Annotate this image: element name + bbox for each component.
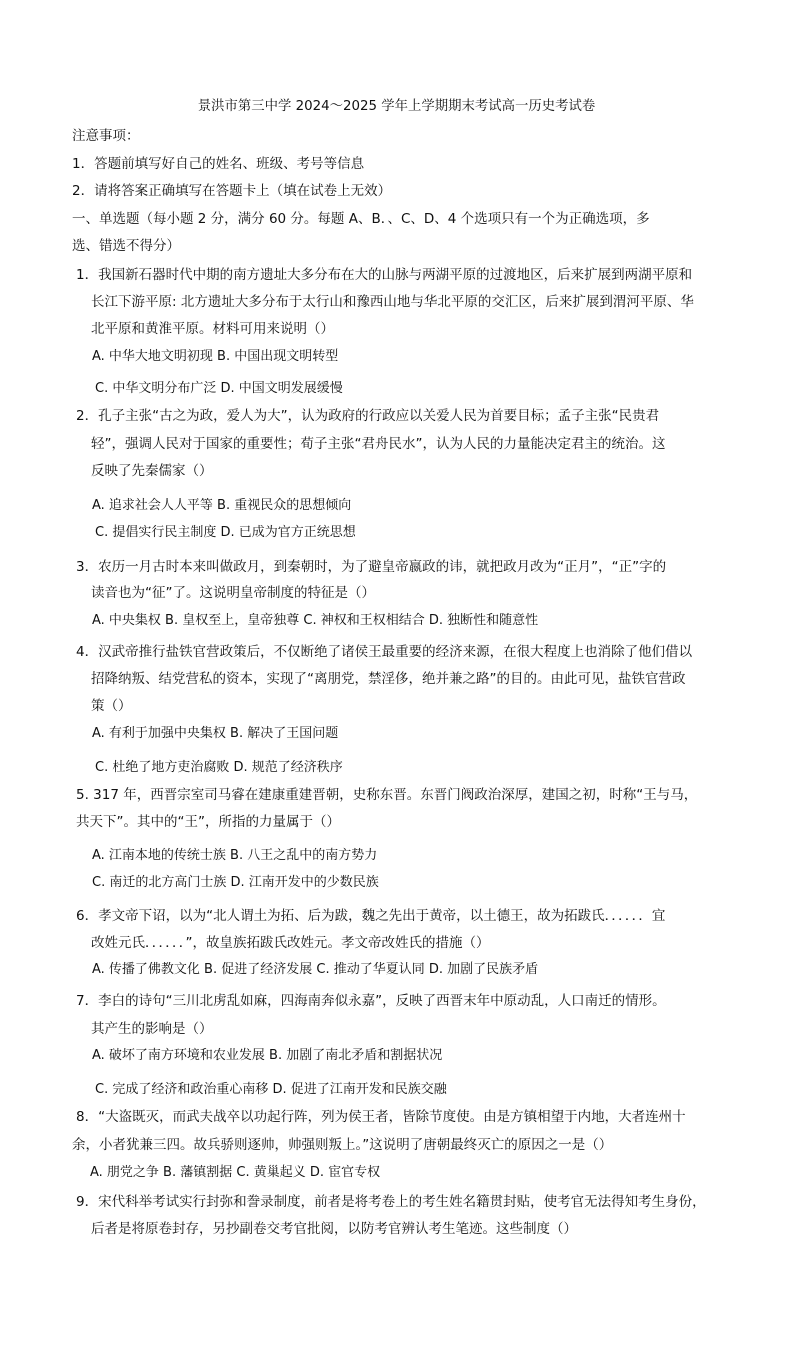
question-7-stem: 其产生的影响是（） <box>91 1021 213 1037</box>
section-heading: 一、单选题（每小题 2 分，满分 60 分。每题 A、B．、C、D、4 个选项只有一个为正确选项，多 <box>72 211 650 227</box>
question-4-stem: 4．汉武帝推行盐铁官营政策后，不仅断绝了诸侯王最重要的经济来源，在很大程度上也消除了他们借以 <box>76 644 693 660</box>
question-5-options: A. 江南本地的传统士族 B. 八王之乱中的南方势力 <box>92 848 378 863</box>
question-1-stem: 北平原和黄淮平原。材料可用来说明（） <box>91 321 334 337</box>
question-6-stem: 改姓元氏．．．．．．”，故皇族拓跋氏改姓元。孝文帝改姓氏的措施（） <box>91 935 490 951</box>
question-5-stem: 5. 317 年，西晋宗室司马睿在建康重建晋朝，史称东晋。东晋门阀政治深厚，建国之初，时称“王与马， <box>76 787 698 803</box>
question-8-stem: 余，小者犹兼三四。故兵骄则逐帅，帅强则叛上。”这说明了唐朝最终灭亡的原因之一是（） <box>72 1137 613 1153</box>
question-5-options: C. 南迁的北方高门士族 D. 江南开发中的少数民族 <box>92 875 379 890</box>
question-2-stem: 轻”，强调人民对于国家的重要性；荀子主张“君舟民水”，认为人民的力量能决定君主的统治。这 <box>91 436 666 452</box>
question-8-options: A. 朋党之争 B. 藩镇割据 C. 黄巢起义 D. 宦官专权 <box>90 1165 381 1180</box>
question-8-stem: 8．“大盗既灭，而武夫战卒以功起行阵，列为侯王者，皆除节度使。由是方镇相望于内地，大者连州十 <box>76 1109 686 1125</box>
question-2-stem: 反映了先秦儒家（） <box>91 463 213 479</box>
question-3-stem: 3．农历一月古时本来叫做政月，到秦朝时，为了避皇帝嬴政的讳，就把政月改为“正月”，“正”字的 <box>76 559 667 575</box>
question-6-options: A. 传播了佛教文化 B. 促进了经济发展 C. 推动了华夏认同 D. 加剧了民族矛盾 <box>92 962 539 977</box>
question-4-options: C. 杜绝了地方吏治腐败 D. 规范了经济秩序 <box>95 760 343 775</box>
question-3-options: A. 中央集权 B. 皇权至上，皇帝独尊 C. 神权和王权相结合 D. 独断性和随意性 <box>92 613 539 628</box>
notice-heading: 注意事项： <box>72 128 140 144</box>
notice-line: 1．答题前填写好自己的姓名、班级、考号等信息 <box>72 156 365 172</box>
section-heading-continued: 选、错选不得分） <box>72 238 180 254</box>
question-1-options: C. 中华文明分布广泛 D. 中国文明发展缓慢 <box>95 381 343 396</box>
question-4-options: A. 有利于加强中央集权 B. 解决了王国问题 <box>92 726 339 741</box>
question-6-stem: 6．孝文帝下诏，以为“北人谓土为拓、后为跋，魏之先出于黄帝，以土德王，故为拓跋氏．．．．．．宜 <box>76 908 666 924</box>
exam-title: 景洪市第三中学 2024～2025 学年上学期期末考试高一历史考试卷 <box>197 99 596 114</box>
question-2-options: A. 追求社会人人平等 B. 重视民众的思想倾向 <box>92 498 352 513</box>
question-4-stem: 招降纳叛、结党营私的资本，实现了“离朋党，禁淫侈，绝并兼之路”的目的。由此可见，盐铁官营政 <box>91 671 686 687</box>
question-9-stem: 9．宋代科举考试实行封弥和誊录制度，前者是将考卷上的考生姓名籍贯封贴，使考官无法得知考生身份， <box>76 1194 706 1210</box>
question-7-options: A. 破坏了南方环境和农业发展 B. 加剧了南北矛盾和割据状况 <box>92 1048 443 1063</box>
question-9-stem: 后者是将原卷封存，另抄副卷交考官批阅，以防考官辨认考生笔迹。这些制度（） <box>91 1221 577 1237</box>
question-1-options: A. 中华大地文明初现 B. 中国出现文明转型 <box>92 349 339 364</box>
question-1-stem: 长江下游平原: 北方遗址大多分布于太行山和豫西山地与华北平原的交汇区，后来扩展到渭河平原、华 <box>91 294 694 310</box>
question-7-stem: 7．李白的诗句“三川北虏乱如麻，四海南奔似永嘉”，反映了西晋末年中原动乱，人口南迁的情形。 <box>76 993 666 1009</box>
question-7-options: C. 完成了经济和政治重心南移 D. 促进了江南开发和民族交融 <box>95 1082 447 1097</box>
question-2-stem: 2．孔子主张“古之为政，爱人为大”，认为政府的行政应以关爱人民为首要目标；孟子主张“民贵君 <box>76 408 660 424</box>
question-4-stem: 策（） <box>91 698 132 714</box>
question-5-stem: 共天下”。其中的“王”，所指的力量属于（） <box>76 814 340 830</box>
question-3-stem: 读音也为“征”了。这说明皇帝制度的特征是（） <box>91 585 375 601</box>
notice-line: 2．请将答案正确填写在答题卡上（填在试卷上无效） <box>72 183 392 199</box>
question-1-stem: 1．我国新石器时代中期的南方遗址大多分布在大的山脉与两湖平原的过渡地区，后来扩展到两湖平原和 <box>76 267 693 283</box>
question-2-options: C. 提倡实行民主制度 D. 已成为官方正统思想 <box>95 525 356 540</box>
